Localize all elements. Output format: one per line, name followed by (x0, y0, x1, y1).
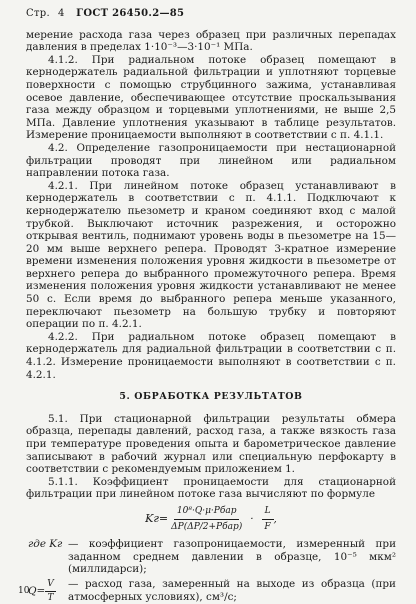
formula-fraction-geometry (262, 505, 274, 533)
q-numerator: V (45, 578, 56, 592)
formula-denominator-area: F (264, 521, 271, 532)
q-fraction (45, 578, 56, 604)
paragraph: мерение расхода газа через образец при различных перепадах давления в пределах 1·10⁻³—3·10⁻¹ МПа. (26, 28, 396, 54)
permeability-formula (26, 505, 396, 533)
formula-lhs: Kг= (145, 511, 169, 525)
definition-symbol (26, 578, 68, 604)
formula-numerator-length: L (262, 505, 274, 520)
standard-number: ГОСТ 26450.2—85 (76, 8, 185, 19)
definition-k (26, 538, 396, 576)
page-label: Стр. (26, 8, 50, 19)
q-denominator: T (47, 592, 54, 603)
formula-tail: , (273, 512, 277, 525)
formula-numerator: 10⁸·Q·μ·Pбар (174, 505, 240, 520)
paragraph: 4.2.2. При радиальном потоке образец помещают в кернодержатель для радиальной фильтрации в соответствии с п. 4.1.2. Измерение проницаемости выполняют в соответствии с п. 4.2.1. (26, 330, 396, 381)
paragraph: 4.2. Определение газопроницаемости при нестационарной фильтрации проводят при линейном или радиальном направлении потока газа. (26, 141, 396, 180)
definition-q (26, 578, 396, 604)
definition-text: — коэффициент газопроницаемости, измеренный при заданном среднем давлении в образце, 10⁻⁵ мкм² (миллидарси); (68, 538, 396, 576)
header-page-number: 4 (57, 8, 65, 19)
paragraph: 5.1.1. Коэффициент проницаемости для стационарной фильтрации при линейном потоке газа вычисляют по формуле (26, 475, 396, 501)
page-header (26, 8, 396, 21)
paragraph: 5.1. При стационарной фильтрации результаты обмера образца, перепады давлений, расход газа, а также вязкость газа при температуре проведения опыта и барометрическое давление записывают в рабочий журнал или специальную перфокарту в соответствии с рекомендуемым приложением 1. (26, 412, 396, 476)
definition-symbol: где Kг (28, 538, 63, 551)
formula-multiply: · (250, 512, 254, 525)
definition-text: — расход газа, замеренный на выходе из образца (при атмосферных условиях), см³/с; (68, 577, 396, 603)
footer-page-number: 10 (18, 586, 30, 597)
formula-fraction-main (171, 505, 242, 533)
paragraph: 4.2.1. При линейном потоке образец устанавливают в кернодержатель в соответствии с п. 4.1.1. Подключают к кернодержателю пьезометр и краном соединяют вход с малой трубкой. Выключают источник разрежения, и осторожно открывая вентиль, поднимают уровень воды в пьезометре на 15—20 мм выше верхнего репера. Проводят 3-кратное измерение времени изменения положения уровня жидкости в пьезометре от верхнего репера до выбранного промежуточного репера. Время изменения положения уровня жидкости устанавливают не менее 50 с. Если время до выбранного репера меньше указанного, переключают пьезометр на большую трубку и повторяют операции по п. 4.2.1. (26, 179, 396, 331)
section-title: 5. ОБРАБОТКА РЕЗУЛЬТАТОВ (119, 391, 303, 403)
paragraph: 4.1.2. При радиальном потоке образец помещают в кернодержатель радиальной фильтрации и уплотняют торцевые поверхности с помощью струбцинного зажима, устанавливая осевое давление, обеспечивающее отсутствие проскальзывания газа между образцом и торцевыми уплотнениями, не выше 2,5 МПа. Давление уплотнения указывают в таблице результатов. Измерение проницаемости выполняют в соответствии с п. 4.1.1. (26, 53, 396, 142)
q-lhs: Q= (28, 585, 46, 598)
formula-denominator: ΔP(ΔP/2+Pбар) (171, 521, 243, 532)
